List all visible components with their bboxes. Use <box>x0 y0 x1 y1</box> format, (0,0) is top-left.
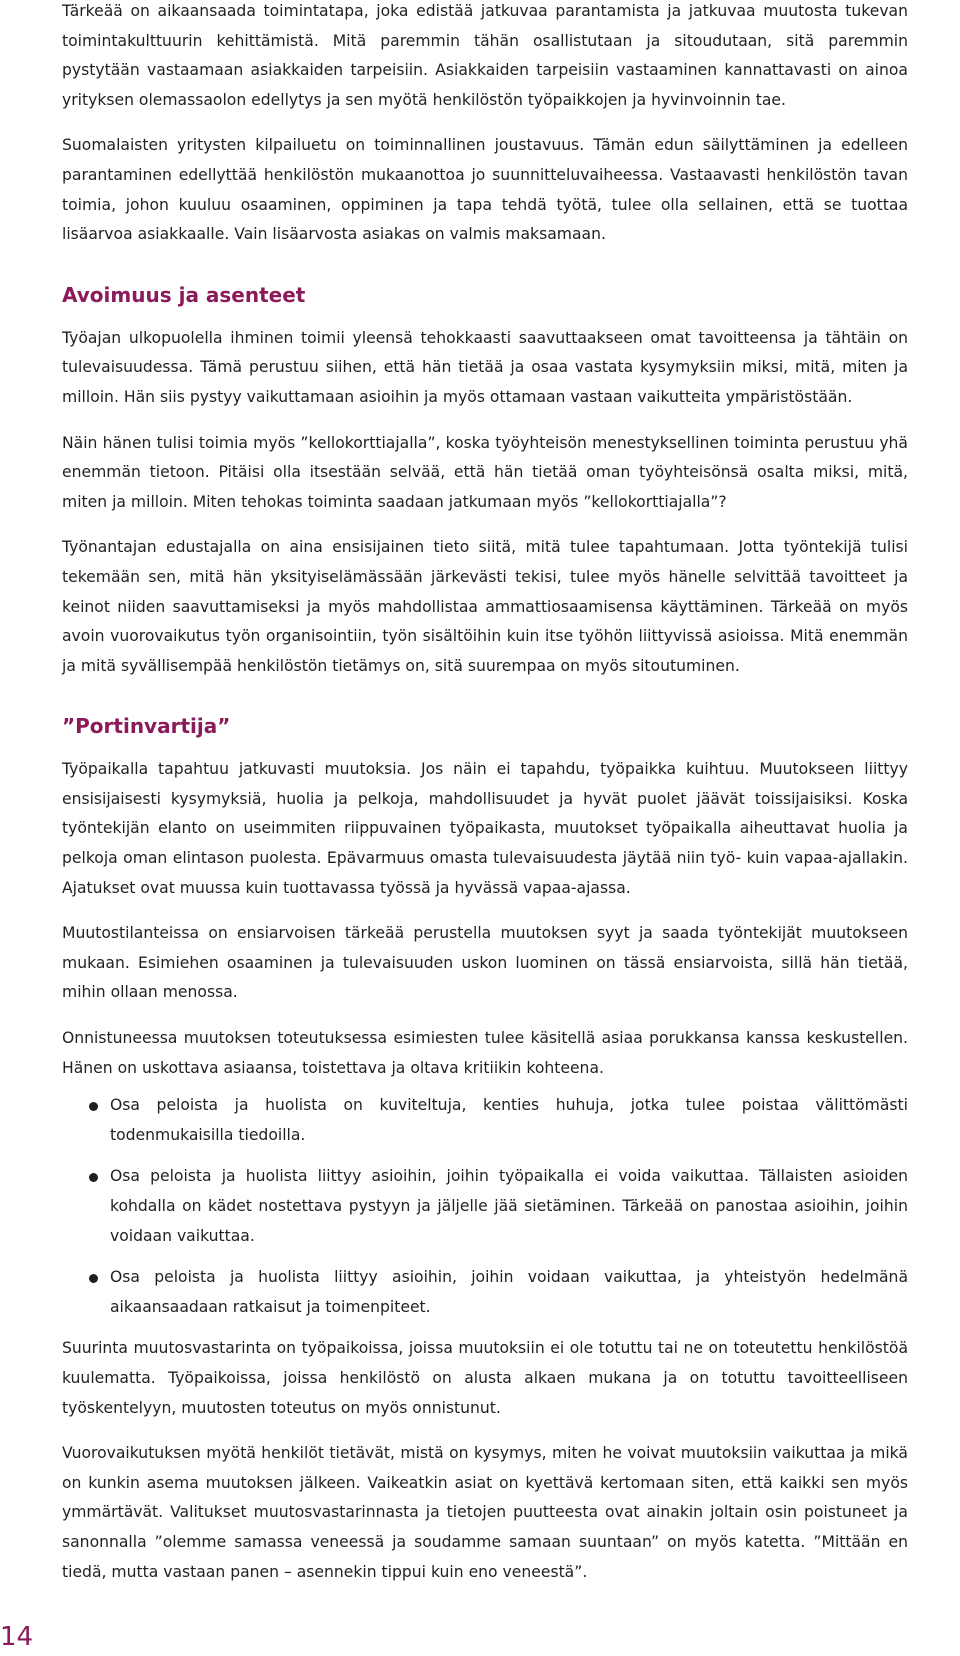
list-item-text: Osa peloista ja huolista on kuviteltuja, kenties huhuja, jotka tulee poistaa välittömästi todenmukaisilla tiedoilla. <box>110 1096 908 1144</box>
document-body <box>62 0 908 1587</box>
page-number: 14 <box>0 1622 34 1652</box>
paragraph: Muutostilanteissa on ensiarvoisen tärkeää perustella muutoksen syyt ja saada työntekijät muutokseen mukaan. Esimiehen osaaminen ja tulevaisuuden uskon luominen on tässä ensiarvoista, sillä hän tietää, mihin ollaan menossa. <box>62 924 908 1002</box>
paragraph: Suurinta muutosvastarinta on työpaikoissa, joissa muutoksiin ei ole totuttu tai ne on toteutettu henkilöstöä kuulematta. Työpaikoissa, joissa henkilöstö on alusta alkaen mukana ja on totuttu tavoitteelliseen työskentelyyn, muutosten toteutus on myös onnistunut. <box>62 1339 908 1417</box>
section-heading: ”Portinvartija” <box>62 714 231 739</box>
list-item <box>62 1091 908 1150</box>
bullet-icon <box>89 1102 98 1111</box>
list-item-text: Osa peloista ja huolista liittyy asioihin, joihin työpaikalla ei voida vaikuttaa. Tällaisten asioiden kohdalla on kädet nostettava pystyyn ja jäljelle jää sietäminen. Tärkeää on panostaa asioihin, joihin voidaan vaikuttaa. <box>110 1167 908 1245</box>
paragraph: Vuorovaikutuksen myötä henkilöt tietävät, mistä on kysymys, miten he voivat muutoksiin vaikuttaa ja mikä on kunkin asema muutoksen jälkeen. Vaikeatkin asiat on kyettävä kertomaan siten, että kaikki sen myös ymmärtävät. Valitukset muutosvastarinnasta ja tietojen puutteesta ovat ainakin joltain osin poistuneet ja sanonnalla ”olemme samassa veneessä ja soudamme samaan suuntaan” on myös katetta. ”Mittään en tiedä, mutta vastaan panen – asennekin tippui kuin eno veneestä”. <box>62 1444 908 1581</box>
list-item-text: Osa peloista ja huolista liittyy asioihin, joihin voidaan vaikuttaa, ja yhteistyön hedelmänä aikaansaadaan ratkaisut ja toimenpiteet. <box>110 1268 908 1316</box>
bullet-icon <box>89 1173 98 1182</box>
paragraph: Tärkeää on aikaansaada toimintatapa, joka edistää jatkuvaa parantamista ja jatkuvaa muutosta tukevan toimintakulttuurin kehittämistä. Mitä paremmin tähän osallistutaan ja sitoudutaan, sitä paremmin pystytään vastaamaan asiakkaiden tarpeisiin. Asiakkaiden tarpeisiin vastaaminen kannattavasti on ainoa yrityksen olemassaolon edellytys ja sen myötä henkilöstön työpaikkojen ja hyvinvoinnin tae. <box>62 2 908 109</box>
paragraph: Suomalaisten yritysten kilpailuetu on toiminnallinen joustavuus. Tämän edun säilyttäminen ja edelleen parantaminen edellyttää henkilöstön mukaanottoa jo suunnitteluvaiheessa. Vastaavasti henkilöstön tavan toimia, johon kuuluu osaaminen, oppiminen ja tapa tehdä työtä, tulee olla sellainen, että se tuottaa lisäarvoa asiakkaalle. Vain lisäarvosta asiakas on valmis maksamaan. <box>62 136 908 244</box>
bullet-icon <box>89 1274 98 1283</box>
list-item <box>62 1263 908 1322</box>
paragraph: Työnantajan edustajalla on aina ensisijainen tieto siitä, mitä tulee tapahtumaan. Jotta työntekijä tulisi tekemään sen, mitä hän yksityiselämässään järkevästi tekisi, tulee myös hänelle selvittää tavoitteet ja keinot niiden saavuttamiseksi ja myös mahdollistaa ammattiosaamisensa käyttäminen. Tärkeää on myös avoin vuorovaikutus työn organisointiin, työn sisältöihin kuin itse työhön liittyvissä asioissa. Mitä enemmän ja mitä syvällisempää henkilöstön tietämys on, sitä suurempaa on myös sitoutuminen. <box>62 538 908 675</box>
paragraph: Näin hänen tulisi toimia myös ”kellokorttiajalla”, koska työyhteisön menestyksellinen toiminta perustuu yhä enemmän tietoon. Pitäisi olla itsestään selvää, että hän tietää oman työyhteisönsä osalta miksi, mitä, miten ja milloin. Miten tehokas toiminta saadaan jatkumaan myös ”kellokorttiajalla”? <box>62 433 908 511</box>
bullet-list <box>62 1091 908 1322</box>
paragraph: Työajan ulkopuolella ihminen toimii yleensä tehokkaasti saavuttaakseen omat tavoitteensa ja tähtäin on tulevaisuudessa. Tämä perustuu siihen, että hän tietää ja osaa vastata kysymyksiin miksi, mitä, miten ja milloin. Hän siis pystyy vaikuttamaan asioihin ja myös ottamaan vastaan vaikutteita ympäristöstään. <box>62 328 908 406</box>
paragraph: Työpaikalla tapahtuu jatkuvasti muutoksia. Jos näin ei tapahdu, työpaikka kuihtuu. Muutokseen liittyy ensisijaisesti kysymyksiä, huolia ja pelkoja, mahdollisuudet ja hyvät puolet jäävät toissijaisiksi. Koska työntekijän elanto on useimmiten riippuvainen työpaikasta, muutokset työpaikalla aiheuttavat huolia ja pelkoja oman elintason puolesta. Epävarmuus omasta tulevaisuudesta jäytää niin työ- kuin vapaa-ajallakin. Ajatukset ovat muussa kuin tuottavassa työssä ja hyvässä vapaa-ajassa. <box>62 760 908 897</box>
section-heading: Avoimuus ja asenteet <box>62 282 306 307</box>
list-item <box>62 1162 908 1251</box>
paragraph: Onnistuneessa muutoksen toteutuksessa esimiesten tulee käsitellä asiaa porukkansa kanssa keskustellen. Hänen on uskottava asiaansa, toistettava ja oltava kritiikin kohteena. <box>62 1029 908 1077</box>
